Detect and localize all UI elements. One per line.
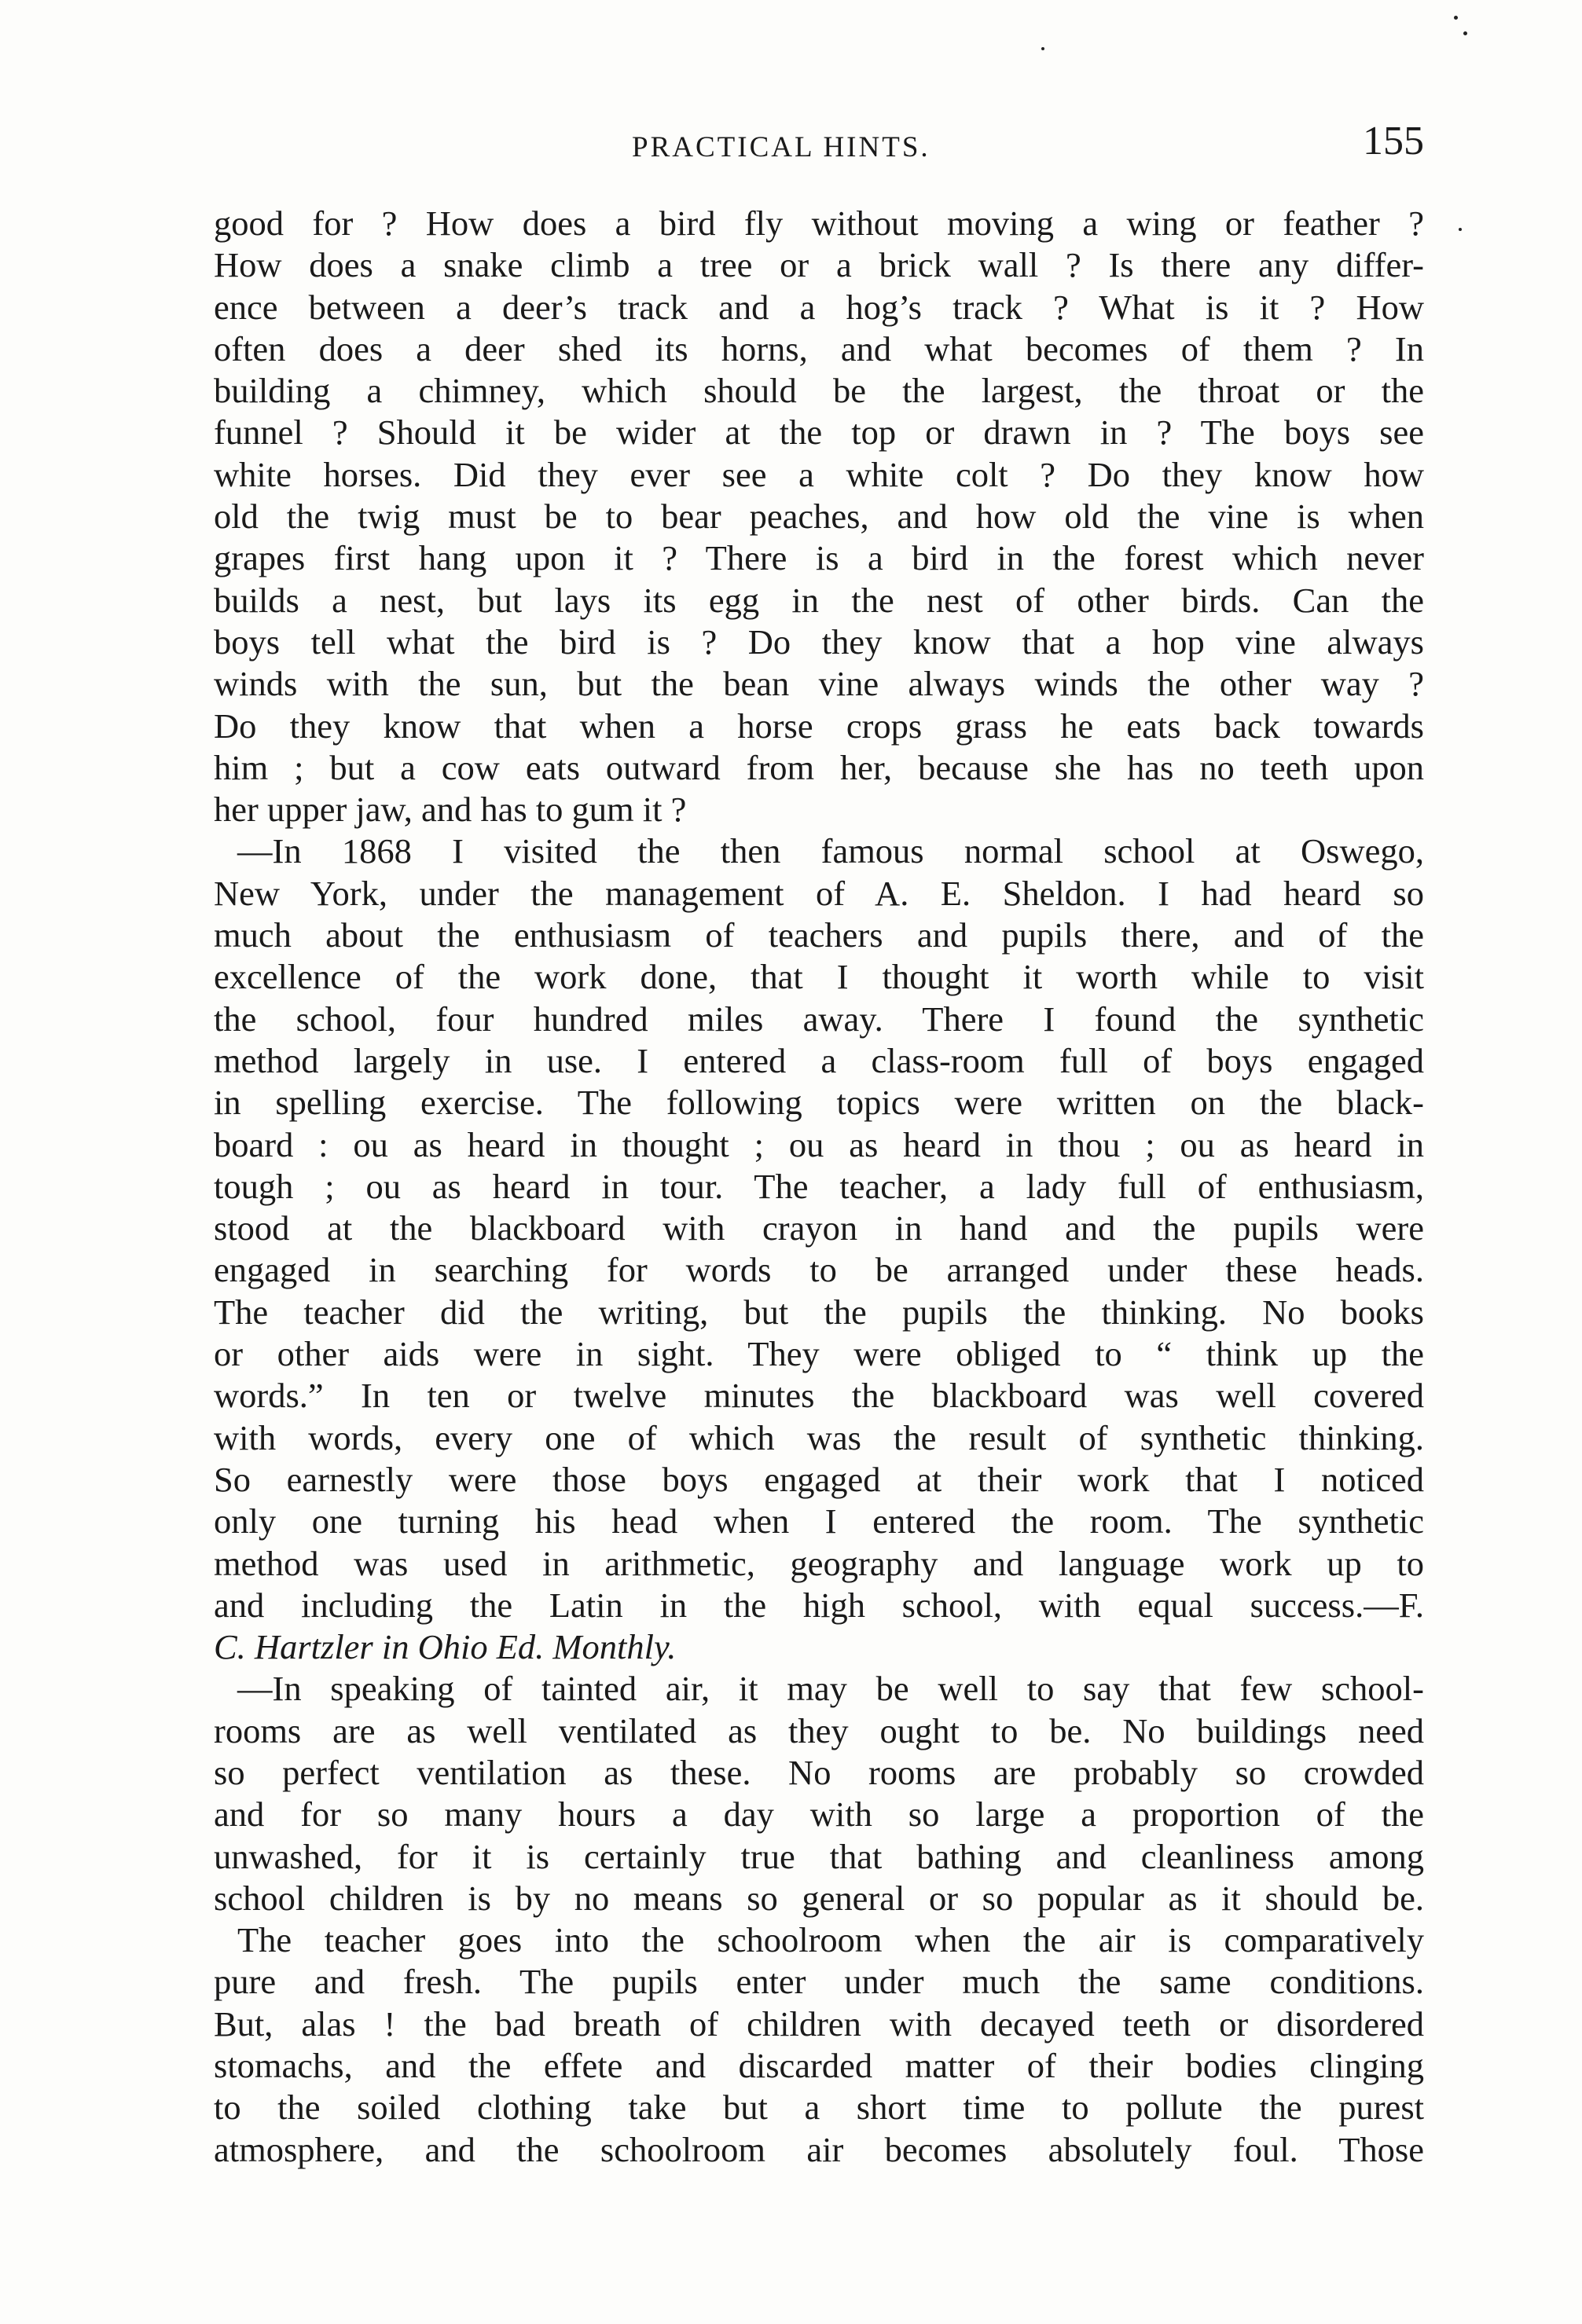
text-line: grapes first hang upon it ? There is a bird in the forest which never [214,538,1424,578]
text-line: board : ou as heard in thought ; ou as heard in thou ; ou as heard in [214,1124,1424,1164]
text-line: method largely in use. I entered a class-room full of boys engaged [214,1040,1424,1080]
print-speck [1459,228,1462,231]
text-line: words.” In ten or twelve minutes the blackboard was well covered [214,1376,1424,1416]
text-line: method was used in arithmetic, geography and language work up to [214,1543,1424,1583]
text-line: How does a snake climb a tree or a brick wall ? Is there any differ- [214,245,1424,285]
text-line: white horses. Did they ever see a white colt ? Do they know how [214,454,1424,494]
text-line: with words, every one of which was the result of synthetic thinking. [214,1417,1424,1457]
print-speck [1454,16,1458,20]
text-line: engaged in searching for words to be arranged under these heads. [214,1250,1424,1290]
text-line: or other aids were in sight. They were obliged to “ think up the [214,1334,1424,1374]
text-line: funnel ? Should it be wider at the top or drawn in ? The boys see [214,412,1424,453]
text-line: atmosphere, and the schoolroom air becomes absolutely foul. Those [214,2129,1424,2169]
text-line: New York, under the management of A. E. Sheldon. I had heard so [214,873,1424,913]
running-head [214,118,1424,173]
text-line: The teacher goes into the schoolroom when the air is comparatively [237,1920,1424,1960]
text-line: school children is by no means so general or so popular as it should be. [214,1878,1424,1918]
text-line: Do they know that when a horse crops grass he eats back towards [214,706,1424,746]
text-line: often does a deer shed its horns, and what becomes of them ? In [214,328,1424,368]
text-line: to the soiled clothing take but a short time to pollute the purest [214,2088,1424,2128]
text-line: excellence of the work done, that I thought it worth while to visit [214,957,1424,997]
text-line: her upper jaw, and has to gum it ? [214,790,687,830]
text-line: So earnestly were those boys engaged at their work that I noticed [214,1459,1424,1499]
text-line: old the twig must be to bear peaches, and how old the vine is when [214,497,1424,537]
text-line: ence between a deer’s track and a hog’s track ? What is it ? How [214,287,1424,327]
text-line: The teacher did the writing, but the pupils the thinking. No books [214,1292,1424,1332]
text-line: boys tell what the bird is ? Do they know that a hop vine always [214,621,1424,662]
text-line: —In speaking of tainted air, it may be well to say that few school- [237,1669,1424,1709]
text-line: pure and fresh. The pupils enter under much the same conditions. [214,1962,1424,2002]
text-line: stood at the blackboard with crayon in hand and the pupils were [214,1208,1424,1248]
text-line: winds with the sun, but the bean vine always winds the other way ? [214,664,1424,704]
running-title: PRACTICAL HINTS. [632,131,930,163]
text-line: so perfect ventilation as these. No rooms are probably so crowded [214,1752,1424,1792]
body-text [214,203,1424,2171]
text-line: rooms are as well ventilated as they ought to be. No buildings need [214,1710,1424,1750]
text-line: building a chimney, which should be the largest, the throat or the [214,371,1424,411]
text-line: But, alas ! the bad breath of children with decayed teeth or disordered [214,2003,1424,2044]
text-line: builds a nest, but lays its egg in the nest of other birds. Can the [214,580,1424,620]
text-line: —In 1868 I visited the then famous normal school at Oswego, [237,831,1424,871]
text-line: him ; but a cow eats outward from her, because she has no teeth upon [214,747,1424,787]
text-line: much about the enthusiasm of teachers and pupils there, and of the [214,915,1424,955]
text-line: in spelling exercise. The following topics were written on the black- [214,1083,1424,1123]
text-line: good for ? How does a bird fly without moving a wing or feather ? [214,203,1424,243]
attribution-line: C. Hartzler in Ohio Ed. Monthly. [214,1627,677,1667]
text-line: stomachs, and the effete and discarded matter of their bodies clinging [214,2046,1424,2086]
text-line: and for so many hours a day with so large a proportion of the [214,1794,1424,1835]
text-line: only one turning his head when I entered the room. The synthetic [214,1501,1424,1541]
text-line: the school, four hundred miles away. There I found the synthetic [214,999,1424,1039]
text-line: and including the Latin in the high school, with equal success.—F. [214,1585,1424,1625]
text-line: tough ; ou as heard in tour. The teacher, a lady full of enthusiasm, [214,1166,1424,1206]
text-line: unwashed, for it is certainly true that bathing and cleanliness among [214,1836,1424,1876]
print-speck [1041,47,1044,50]
print-speck [1463,31,1467,35]
page-number: 155 [1363,119,1424,163]
